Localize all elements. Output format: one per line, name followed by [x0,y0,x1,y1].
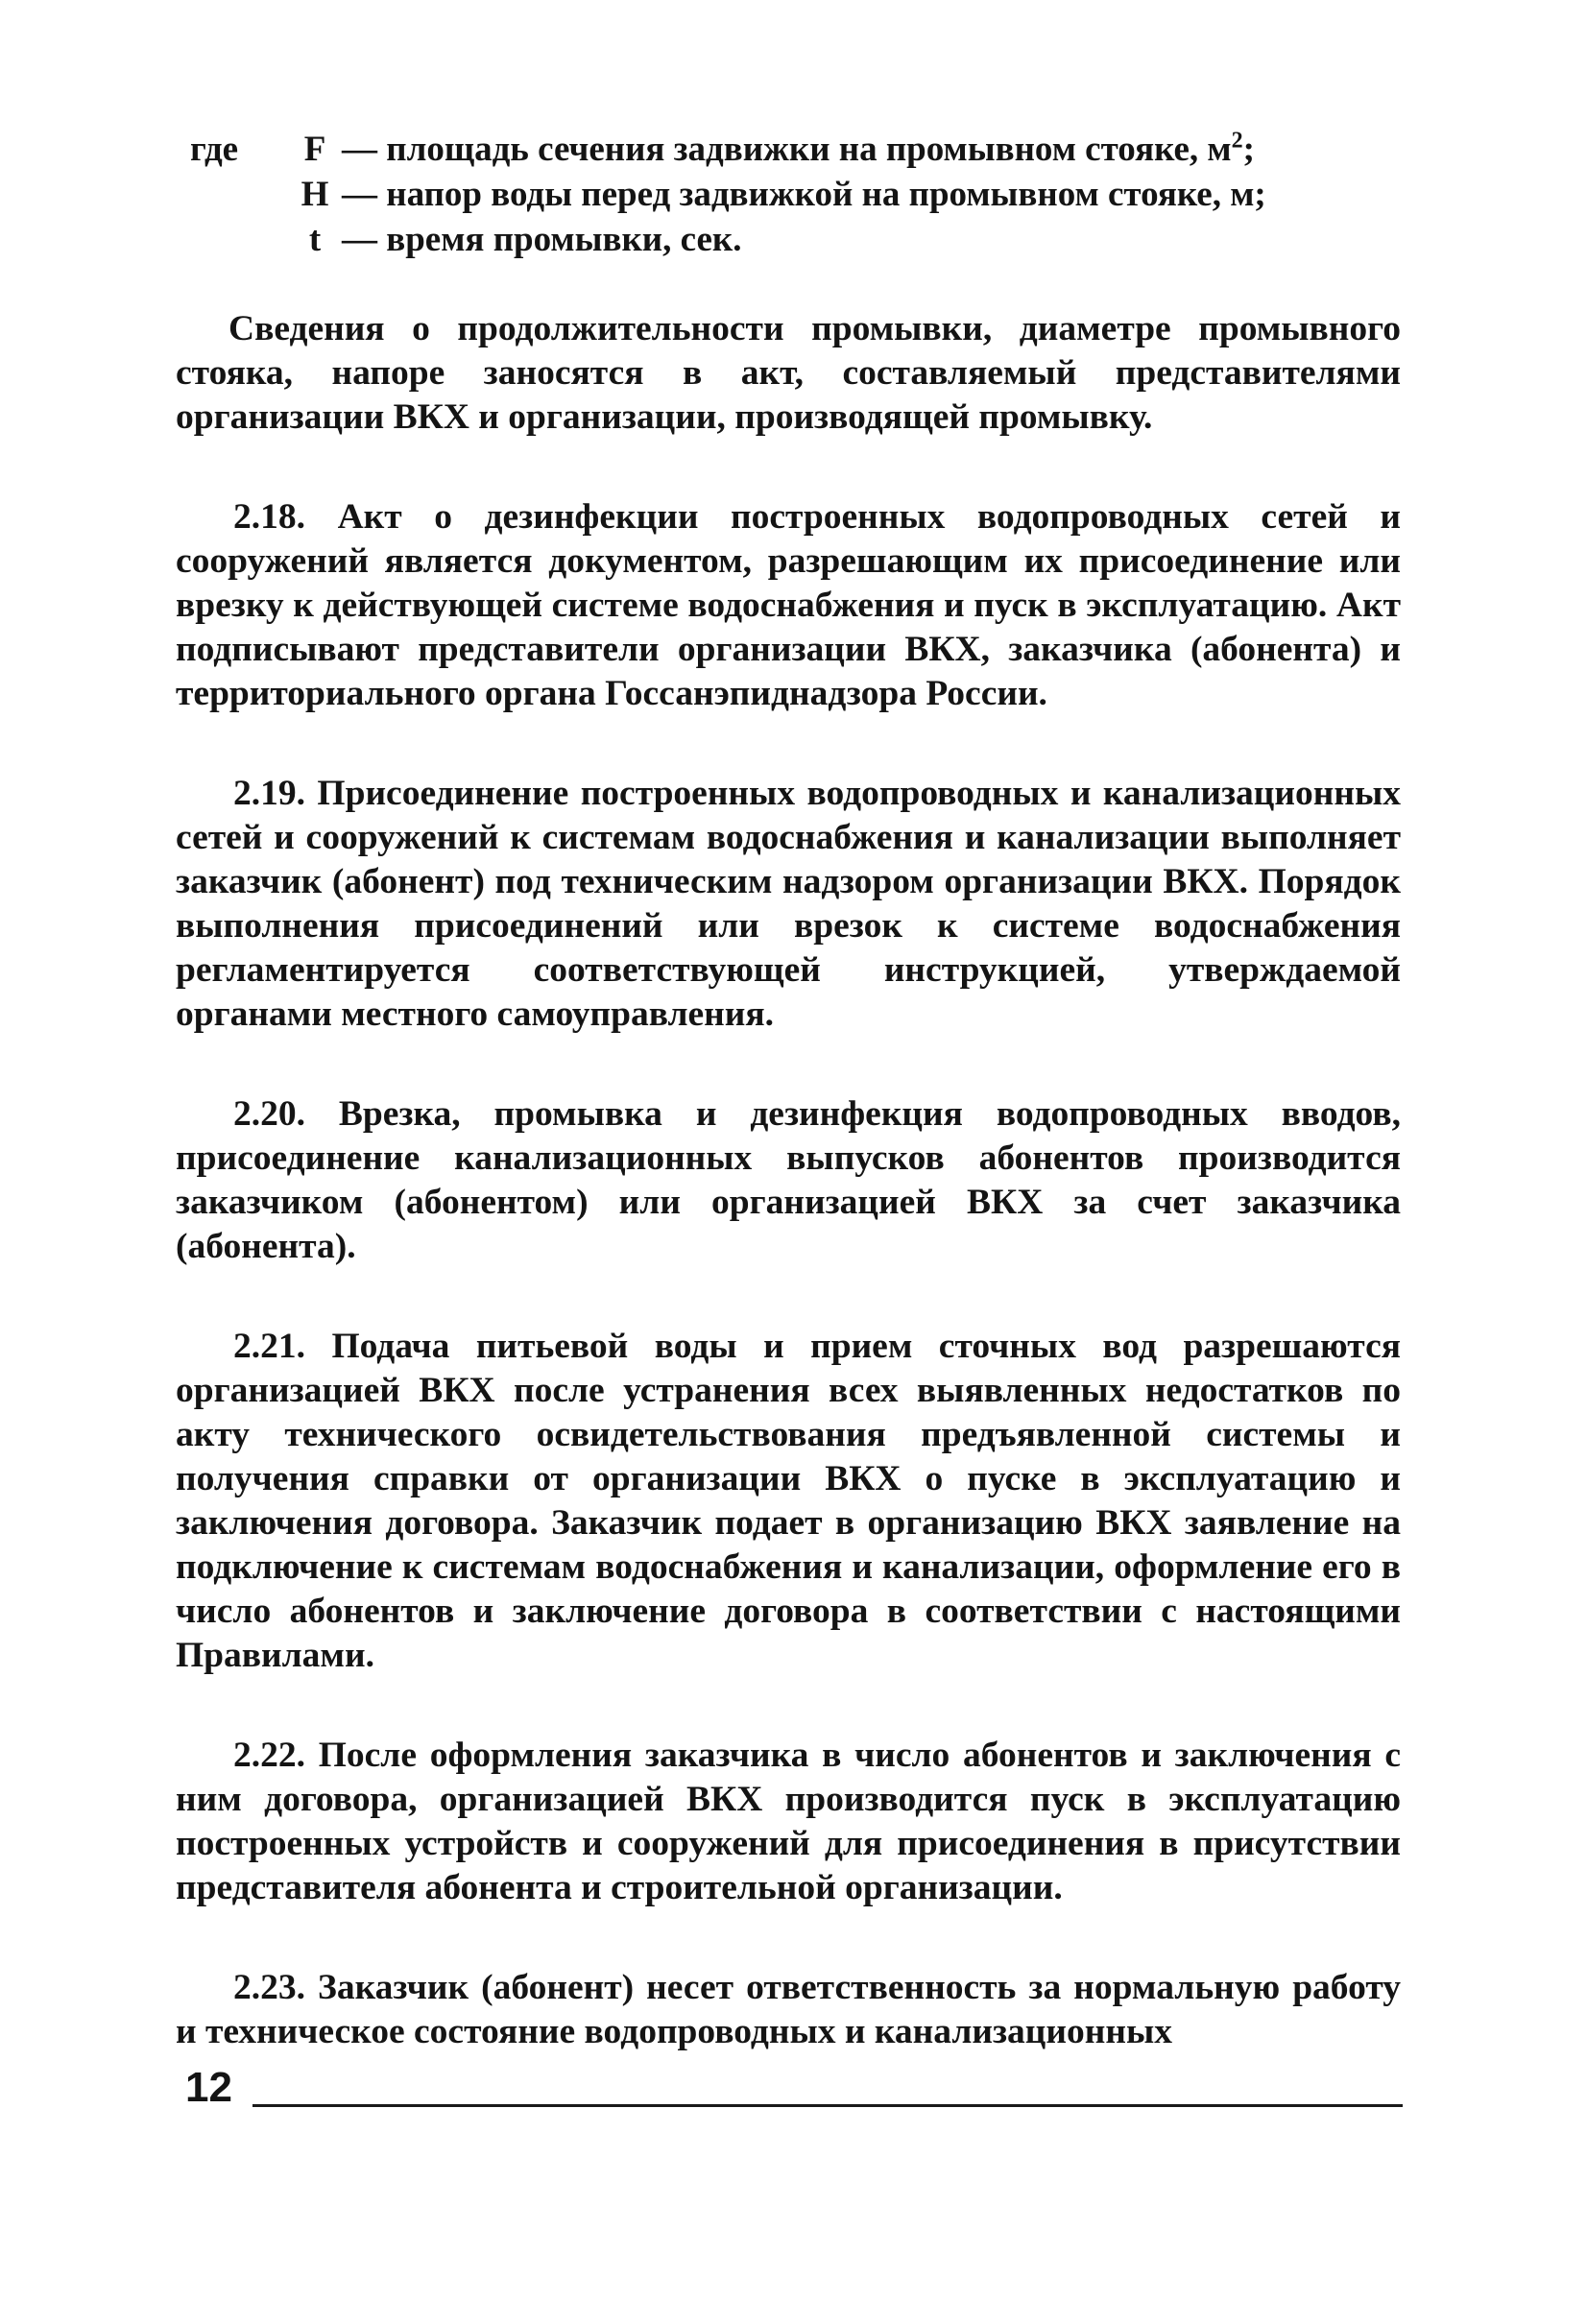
paragraph-number: 2.20. [233,1094,305,1134]
page-footer [185,2064,1403,2112]
paragraph-2-18 [176,495,1401,716]
footer-rule [252,2104,1403,2107]
paragraph-2-21 [176,1325,1401,1678]
document-body [176,307,1401,2110]
paragraph-2-19 [176,772,1401,1037]
paragraph-2-20 [176,1092,1401,1269]
paragraph: Сведения о продолжительности промывки, диаметре промывного стояка, напоре заносятся в акт, составляемый представителями организации ВКХ и организации, производящей промывку. [176,309,1401,437]
definition-symbol: t [308,220,322,259]
definition-text: — площадь сечения задвижки на промывном стояке, $м^2$; [342,128,1255,169]
definition-symbol: H [301,175,329,214]
paragraph-text: Заказчик (абонент) несет ответственность за нормальную работу и техническое состояние водопроводных и канализационных [176,1968,1401,2051]
definition-symbol: F [303,130,326,169]
definitions-where-label: где [190,130,239,169]
paragraph-2-23 [176,1966,1401,2054]
paragraph-text: Акт о дезинфекции построенных водопроводных сетей и сооружений является документом, разрешающим их присоединение или врезку к действующей системе водоснабжения и пуск в эксплуатацию. Акт подписывают представители организации ВКХ, заказчика (абонента) и территориального органа Госсанэпиднадзора России. [176,497,1401,713]
paragraph-number: 2.22. [233,1736,305,1775]
definition-row [190,127,1419,172]
definition-text: — время промывки, сек. [342,220,742,259]
paragraph-number: 2.23. [233,1968,305,2007]
definitions-block [190,127,1419,262]
paragraph-number: 2.19. [233,774,305,813]
paragraph-text: Присоединение построенных водопроводных и канализационных сетей и сооружений к системам водоснабжения и канализации выполняет заказчик (абонент) под техническим надзором организации ВКХ. Порядок выполнения присоединений или врезок к системе водоснабжения регламентируется соответствующей инструкцией, утверждаемой органами местного самоуправления. [176,774,1401,1034]
definition-row [190,172,1419,217]
paragraph-text: Подача питьевой воды и прием сточных вод разрешаются организацией ВКХ после устранения всех выявленных недостатков по акту технического освидетельствования предъявленной системы и получения справки от организации ВКХ о пуске в эксплуатацию и заключения договора. Заказчик подает в организацию ВКХ заявление на подключение к системам водоснабжения и канализации, оформление его в число абонентов и заключение договора в соответствии с настоящими Правилами. [176,1327,1402,1675]
paragraph-text: После оформления заказчика в число абонентов и заключения с ним договора, организацией ВКХ производится пуск в эксплуатацию построенных устройств и сооружений для присоединения в присутствии представителя абонента и строительной организации. [176,1736,1402,1907]
paragraph-2-22 [176,1734,1401,1910]
definition-text: — напор воды перед задвижкой на промывном стояке, м; [342,175,1266,214]
definition-row [190,217,1419,262]
page-number: 12 [185,2064,232,2111]
paragraph-number: 2.21. [233,1327,305,1366]
paragraph-text: Врезка, промывка и дезинфекция водопроводных вводов, присоединение канализационных выпусков абонентов производится заказчиком (абонентом) или организацией ВКХ за счет заказчика (абонента). [176,1094,1401,1266]
superscript: 2 [1231,128,1243,154]
paragraph-number: 2.18. [233,497,305,537]
